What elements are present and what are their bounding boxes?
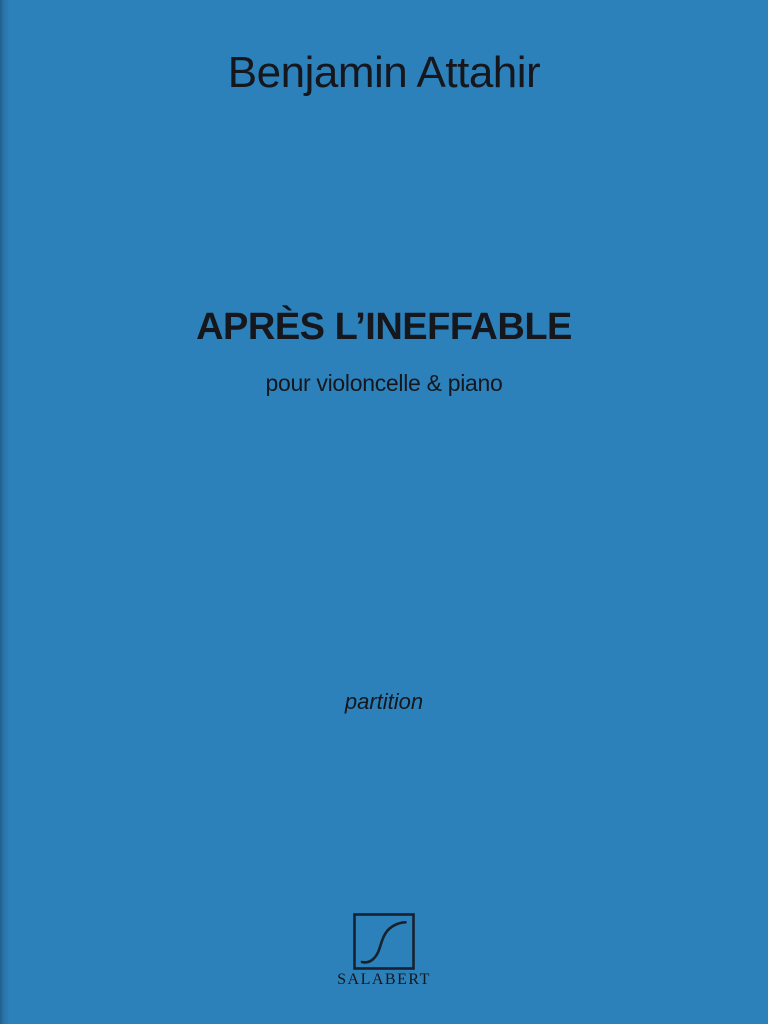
edition-type-label: partition [344, 689, 424, 714]
instrumentation-subtitle: pour violoncelle & piano [265, 370, 503, 396]
scan-edge-shadow [0, 0, 10, 1024]
publisher-wordmark: SALABERT [337, 971, 431, 988]
publisher-logo-block [0, 913, 768, 989]
composer-name: Benjamin Attahir [227, 48, 541, 97]
salabert-logo-icon [353, 913, 415, 970]
work-title: APRÈS L’INEFFABLE [196, 306, 572, 348]
